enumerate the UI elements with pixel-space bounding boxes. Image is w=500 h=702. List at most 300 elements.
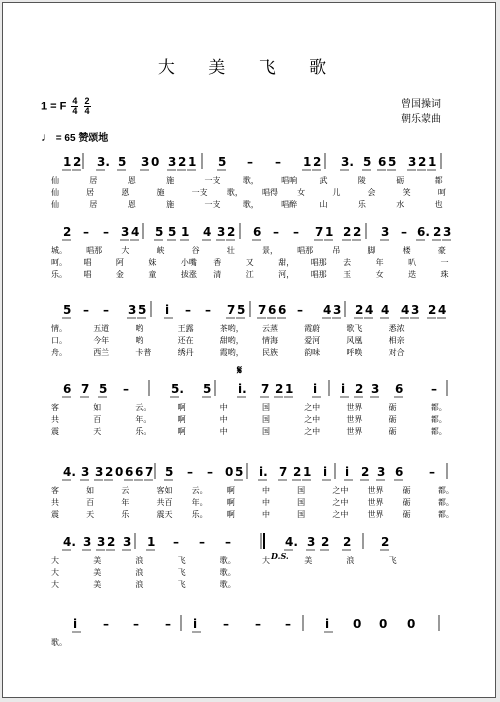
lyric-word: 飞: [388, 556, 397, 565]
lyric-word: 啊: [177, 415, 186, 424]
lyric-word: 一支: [204, 200, 221, 209]
lyric-word: 一: [440, 258, 449, 267]
lyric-word: 西兰: [93, 348, 110, 357]
lyric-word: 情。: [51, 324, 67, 333]
lyric-word: 之中: [304, 403, 321, 412]
lyric-word: 百: [93, 415, 102, 424]
tempo-value: = 65: [55, 133, 76, 144]
note: –: [123, 382, 129, 396]
note: 5: [118, 155, 127, 169]
lyric-word: 如: [93, 403, 102, 412]
lyric-word: 脚: [367, 246, 376, 255]
lyric-line: [3, 426, 496, 438]
lyric-line: [3, 199, 496, 211]
lyric-word: 大: [262, 556, 270, 565]
note: 6: [125, 465, 134, 479]
lyric-word: 世界: [367, 498, 384, 507]
lyric-word: 施: [156, 188, 165, 197]
note: –: [225, 535, 231, 549]
note: 2: [381, 535, 390, 549]
lyric-word: 会: [367, 188, 376, 197]
note: 2: [361, 465, 370, 479]
note: i: [341, 382, 346, 396]
song-title: 大 美 飞 歌: [157, 58, 341, 78]
lyric-word: 珠: [440, 270, 449, 279]
lyric-word: 妹: [148, 258, 157, 267]
note: 2: [227, 225, 236, 239]
lyric-word: 之中: [332, 510, 349, 519]
note: 3: [121, 225, 130, 239]
note: 6.: [417, 225, 430, 239]
note: 5: [363, 155, 372, 169]
note: 2: [353, 225, 362, 239]
note: 3: [333, 303, 342, 317]
lyric-word: 金: [115, 270, 124, 279]
note: 2: [105, 465, 114, 479]
time-signature-a: $\frac{4}{4}$: [72, 96, 78, 116]
note: i: [165, 303, 170, 317]
note: 7: [315, 225, 324, 239]
lyric-word: 世界: [367, 486, 384, 495]
lyric-word: 年。: [191, 498, 208, 507]
note: 1: [285, 382, 294, 396]
lyric-word: 啊: [226, 510, 235, 519]
lyric-line: [3, 323, 496, 335]
note: –: [173, 535, 179, 549]
lyric-word: 居: [86, 188, 95, 197]
lyric-word: 砺: [402, 510, 411, 519]
note: –: [247, 155, 253, 169]
note: 7: [145, 465, 154, 479]
lyric-word: 呵: [437, 188, 446, 197]
note: 6: [253, 225, 262, 239]
lyric-word: 客: [51, 486, 59, 495]
note: 2: [418, 155, 427, 169]
lyric-word: 霞蔚: [304, 324, 321, 333]
lyric-word: 水: [396, 200, 405, 209]
lyric-word: 砺: [396, 176, 405, 185]
note: i: [345, 465, 350, 479]
note: 2: [343, 535, 352, 549]
lyric-word: 砺: [388, 415, 397, 424]
lyric-line: [3, 579, 496, 591]
lyric-word: 陵: [357, 176, 366, 185]
note: 5: [155, 225, 164, 239]
time-signature-b: $\frac{2}{4}$: [84, 96, 90, 116]
lyric-word: 歌，: [242, 200, 259, 209]
note: 2: [355, 303, 364, 317]
lyric-line: [3, 335, 496, 347]
note: 4.: [285, 535, 298, 549]
note: –: [185, 303, 191, 317]
lyric-word: 歌。: [219, 580, 236, 589]
lyric-word: 恩: [127, 176, 136, 185]
lyric-line: [3, 402, 496, 414]
note: 5: [218, 155, 227, 169]
note: –: [165, 617, 171, 631]
note: 1: [303, 155, 312, 169]
note: 1: [303, 465, 312, 479]
lyric-word: 今年: [93, 336, 110, 345]
note: –: [429, 465, 435, 479]
lyric-word: 国: [297, 486, 306, 495]
lyric-word: 童: [148, 270, 157, 279]
note: 2: [355, 382, 364, 396]
tempo-marking: [41, 129, 108, 144]
lyric-word: 悉浓: [388, 324, 405, 333]
lyric-word: 大: [51, 568, 59, 577]
lyric-word: 女: [297, 188, 306, 197]
lyric-word: 绣丹: [177, 348, 194, 357]
note: 0: [407, 617, 416, 631]
lyric-word: 砺: [402, 486, 411, 495]
note: 2: [275, 382, 284, 396]
note: –: [293, 225, 299, 239]
lyric-word: 乐。: [191, 510, 208, 519]
lyric-word: 仙: [51, 200, 59, 209]
lyric-word: 都。: [430, 427, 447, 436]
lyric-word: 歌。: [219, 568, 236, 577]
lyric-word: 乐。: [135, 427, 152, 436]
lyric-word: 砺: [388, 403, 397, 412]
note: 1: [181, 225, 190, 239]
note: 5: [235, 465, 244, 479]
lyric-word: 施: [166, 200, 175, 209]
lyric-word: 霞哟，: [219, 348, 244, 357]
note: 6: [63, 382, 72, 396]
lyric-word: 啊: [226, 486, 235, 495]
lyric-word: 呼唤: [346, 348, 363, 357]
note: 3: [123, 535, 132, 549]
note: 6: [395, 382, 404, 396]
lyric-word: 中: [262, 498, 270, 507]
note: 1: [325, 225, 334, 239]
note: i.: [238, 382, 247, 396]
lyric-word: 一支: [191, 188, 208, 197]
lyric-word: 砺: [402, 498, 411, 507]
lyric-word: 中: [262, 510, 270, 519]
lyric-word: 景，: [262, 246, 278, 255]
note: 0: [115, 465, 124, 479]
note: 3: [443, 225, 452, 239]
lyric-line: [3, 257, 496, 269]
note: –: [401, 225, 407, 239]
quarter-note-icon: ♩: [41, 130, 53, 144]
note: 4: [365, 303, 374, 317]
note: 2: [178, 155, 187, 169]
lyric-word: 呵。: [51, 258, 67, 267]
note: –: [205, 303, 211, 317]
lyric-word: 爱河: [304, 336, 321, 345]
lyric-word: 情海: [262, 336, 278, 345]
note: 2: [433, 225, 442, 239]
note: 3: [408, 155, 417, 169]
lyric-word: 世界: [367, 510, 384, 519]
key-signature: [41, 97, 91, 116]
note: 3: [168, 155, 177, 169]
lyric-word: 又: [245, 258, 254, 267]
lyric-word: 唱醉: [281, 200, 298, 209]
note: 2: [73, 155, 82, 169]
lyric-word: 唱响: [281, 176, 298, 185]
lyric-word: 震: [51, 427, 59, 436]
lyric-word: 豪: [437, 246, 446, 255]
note: 3: [411, 303, 420, 317]
note: 6: [378, 155, 387, 169]
lyric-word: 美: [304, 556, 313, 565]
note: 0: [225, 465, 234, 479]
lyric-word: 王露: [177, 324, 194, 333]
note: 6: [395, 465, 404, 479]
credits: [401, 97, 441, 127]
lyric-word: 峡: [156, 246, 165, 255]
note: –: [103, 303, 109, 317]
composer-credit: 朝乐蒙曲: [401, 114, 441, 125]
lyric-word: 国: [262, 427, 270, 436]
note: 2: [343, 225, 352, 239]
note: 3: [307, 535, 316, 549]
lyric-word: 之中: [332, 486, 349, 495]
lyric-word: 中: [219, 427, 228, 436]
note: –: [285, 617, 291, 631]
lyric-line: [3, 637, 496, 649]
lyric-word: 女: [375, 270, 384, 279]
note: 2: [428, 303, 437, 317]
lyric-word: 共百: [156, 498, 173, 507]
lyric-word: 歌飞: [346, 324, 363, 333]
note: 5.: [171, 382, 184, 396]
note: 0: [353, 617, 362, 631]
lyric-word: 谷: [191, 246, 200, 255]
note: –: [275, 155, 281, 169]
lyric-line: [3, 555, 496, 567]
note: 4: [438, 303, 447, 317]
note: 5: [165, 465, 174, 479]
lyric-word: 大: [51, 556, 59, 565]
lyric-word: 恩: [121, 188, 130, 197]
note: 3: [81, 465, 90, 479]
lyric-word: 百: [86, 498, 95, 507]
note: 2: [293, 465, 302, 479]
lyric-word: 壮: [226, 246, 235, 255]
lyric-line: [3, 567, 496, 579]
note: i: [325, 617, 330, 631]
lyric-word: 共: [51, 498, 59, 507]
lyric-word: 国: [297, 510, 306, 519]
lyric-word: 施: [166, 176, 175, 185]
lyric-word: 去: [343, 258, 352, 267]
lyric-word: 风凰: [346, 336, 363, 345]
lyric-word: 仙: [51, 176, 59, 185]
lyric-word: 世界: [346, 403, 363, 412]
lyric-word: 云: [121, 486, 130, 495]
segno-icon: 𝄋: [237, 363, 243, 377]
note: 3: [141, 155, 150, 169]
note: 5: [203, 382, 212, 396]
lyric-word: 对合: [388, 348, 405, 357]
note: 2: [63, 225, 72, 239]
note: 3: [83, 535, 92, 549]
lyric-word: 之中: [304, 427, 321, 436]
lyric-line: [3, 485, 496, 497]
lyric-word: 相亲: [388, 336, 405, 345]
lyric-word: 恩: [127, 200, 136, 209]
lyric-word: 卡普: [135, 348, 152, 357]
lyric-word: 韵味: [304, 348, 321, 357]
note: 5: [63, 303, 72, 317]
key-label: 1 = F: [41, 100, 67, 113]
lyric-word: 都。: [437, 486, 454, 495]
lyric-word: 共: [51, 415, 59, 424]
note: 4: [131, 225, 140, 239]
lyric-word: 天: [86, 510, 95, 519]
lyric-word: 居: [89, 176, 98, 185]
lyric-word: 迭: [408, 270, 417, 279]
lyric-word: 茶哟，: [219, 324, 244, 333]
lyric-word: 之中: [332, 498, 349, 507]
note: 2: [321, 535, 330, 549]
lyric-word: 大: [51, 580, 59, 589]
lyric-word: 大: [121, 246, 130, 255]
note: 5: [99, 382, 108, 396]
lyric-word: 五道: [93, 324, 110, 333]
lyric-word: 阿: [115, 258, 124, 267]
note: i: [73, 617, 78, 631]
note: 7: [81, 382, 90, 396]
note: 2: [313, 155, 322, 169]
note: –: [83, 225, 89, 239]
lyric-line: [3, 347, 496, 359]
lyric-word: 浪: [135, 568, 144, 577]
note: 7: [227, 303, 236, 317]
lyric-word: 震天: [156, 510, 173, 519]
lyric-word: 哟: [135, 336, 144, 345]
note: –: [83, 303, 89, 317]
lyric-word: 国: [297, 498, 306, 507]
note: –: [103, 617, 109, 631]
lyric-word: 城。: [51, 246, 67, 255]
lyric-word: 武: [319, 176, 328, 185]
lyric-word: 都。: [430, 403, 447, 412]
lyric-word: 国: [262, 403, 270, 412]
lyric-word: 吊: [332, 246, 341, 255]
lyric-word: 啊: [177, 427, 186, 436]
lyric-word: 客: [51, 403, 59, 412]
lyric-word: 乐: [357, 200, 366, 209]
lyric-word: 山: [319, 200, 328, 209]
lyric-word: 美: [93, 580, 102, 589]
lyric-word: 都: [434, 176, 443, 185]
note: 7: [261, 382, 270, 396]
note: 1: [428, 155, 437, 169]
lyric-word: 唱那: [310, 258, 327, 267]
lyric-word: 天: [93, 427, 102, 436]
lyric-word: 之中: [304, 415, 321, 424]
lyric-word: 居: [89, 200, 98, 209]
lyric-word: 民族: [262, 348, 278, 357]
lyric-word: 飞: [177, 556, 186, 565]
lyric-word: 甜哟，: [219, 336, 244, 345]
note: 6: [135, 465, 144, 479]
lyric-word: 香: [213, 258, 222, 267]
note: 1: [63, 155, 72, 169]
note: 4.: [63, 535, 76, 549]
note: –: [223, 617, 229, 631]
lyric-word: 中: [219, 415, 228, 424]
note: –: [207, 465, 213, 479]
lyric-word: 飞: [177, 580, 186, 589]
lyric-word: 美: [93, 568, 102, 577]
lyric-word: 歌，: [242, 176, 259, 185]
lyric-word: 唱: [83, 270, 92, 279]
lyric-word: 江: [245, 270, 254, 279]
lyric-word: 啊: [226, 498, 235, 507]
lyric-line: [3, 269, 496, 281]
note: 4: [381, 303, 390, 317]
note: 2: [107, 535, 116, 549]
lyric-line: [3, 509, 496, 521]
note: –: [297, 303, 303, 317]
note: 4.: [63, 465, 76, 479]
note: 7: [279, 465, 288, 479]
lyric-word: 中: [262, 486, 270, 495]
note: 4: [203, 225, 212, 239]
lyric-word: 玉: [343, 270, 352, 279]
lyric-word: 儿: [332, 188, 341, 197]
note: 4: [323, 303, 332, 317]
tempo-expression: 赞颂地: [78, 133, 109, 144]
lyric-word: 飞: [177, 568, 186, 577]
lyric-word: 云蒸: [262, 324, 278, 333]
lyric-word: 楼: [402, 246, 411, 255]
note: 4: [401, 303, 410, 317]
dal-segno-mark: D.S.: [271, 551, 289, 561]
lyric-word: 小嘴: [180, 258, 197, 267]
note: –: [199, 535, 205, 549]
lyric-word: 云。: [135, 403, 152, 412]
note: –: [133, 617, 139, 631]
note: –: [431, 382, 437, 396]
lyric-word: 浪: [135, 556, 144, 565]
lyric-word: 年: [375, 258, 384, 267]
lyric-word: 哟: [135, 324, 144, 333]
lyric-word: 客如: [156, 486, 173, 495]
lyric-word: 如: [86, 486, 95, 495]
note: –: [103, 225, 109, 239]
note: i: [313, 382, 318, 396]
lyric-word: 歌。: [219, 556, 236, 565]
lyric-word: 也: [434, 200, 443, 209]
note: –: [187, 465, 193, 479]
lyric-word: 都。: [437, 498, 454, 507]
lyric-word: 美: [93, 556, 102, 565]
note: 5: [168, 225, 177, 239]
lyric-word: 年: [121, 498, 130, 507]
lyric-word: 叭: [408, 258, 417, 267]
lyric-line: [3, 497, 496, 509]
lyric-line: [3, 175, 496, 187]
lyric-word: 拔涨: [180, 270, 197, 279]
lyricist-credit: 曾国操词: [401, 99, 441, 110]
lyric-word: 乐。: [51, 270, 67, 279]
lyric-word: 都。: [437, 510, 454, 519]
lyric-word: 还在: [177, 336, 194, 345]
lyric-word: 云。: [191, 486, 208, 495]
lyric-word: 唱那: [86, 246, 103, 255]
lyric-word: 口。: [51, 336, 67, 345]
lyric-word: 笑: [402, 188, 411, 197]
note: 3: [217, 225, 226, 239]
